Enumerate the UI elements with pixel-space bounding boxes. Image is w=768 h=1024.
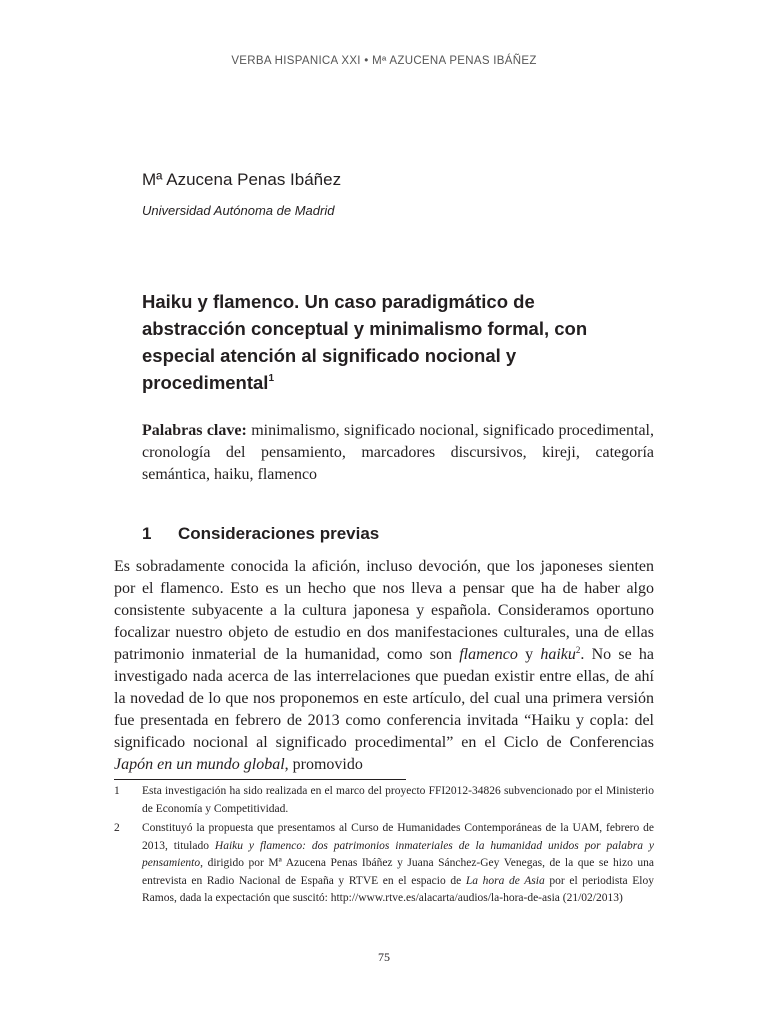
body-paragraph <box>114 556 654 776</box>
footnote-text <box>142 820 654 908</box>
body-text-1: Es sobradamente conocida la afición, incluso devoción, que los japoneses sienten por el flamenco. Esto es un hecho que nos lleva a pensar que ha de haber algo consistente subyacente a la cultura japonesa y española. Consideramos oportuno focalizar nuestro objeto de estudio en dos manifestaciones culturales, una de ellas patrimonio inmaterial de la humanidad, como son <box>114 558 654 663</box>
program-title: La hora de Asia <box>465 874 545 887</box>
footnote-number: 1 <box>114 785 120 797</box>
section-number: 1 <box>142 524 152 543</box>
footnote-2 <box>114 820 654 908</box>
running-head: VERBA HISPANICA XXI • Mª AZUCENA PENAS IBÁÑEZ <box>231 55 537 67</box>
footnote-ref-2: 2 <box>575 645 581 655</box>
author-name: Mª Azucena Penas Ibáñez <box>142 170 342 189</box>
footnote-separator <box>114 779 406 780</box>
section-heading <box>142 524 379 544</box>
author-affiliation: Universidad Autónoma de Madrid <box>142 203 335 218</box>
article-title <box>142 288 642 396</box>
footnote-number: 2 <box>114 822 120 834</box>
keywords <box>142 420 654 486</box>
keywords-label: Palabras clave: <box>142 422 247 439</box>
body-text-2: y <box>525 646 534 663</box>
footnote-2-part-c: por el periodista Eloy Ramos, dada la expectación que suscitó: http://www.rtve.es/alacarta/audios/la-hora-de-asia (21/02/2013) <box>142 874 654 904</box>
footnote-1 <box>114 783 654 818</box>
footnote-2-part-b: , dirigido por Mª Azucena Penas Ibáñez y Juana Sánchez-Gey Venegas, de la que se hizo una entrevista en Radio Nacional de España y RTVE en el espacio de <box>142 857 654 887</box>
keywords-list: minimalismo, significado nocional, significado procedimental, cronología del pensamiento, marcadores discursivos, kireji, categoría semántica, haiku, flamenco <box>142 422 654 483</box>
footnote-text: Esta investigación ha sido realizada en el marco del proyecto FFI2012-34826 subvencionado por el Ministerio de Economía y Competitividad. <box>142 785 654 815</box>
term-flamenco: flamenco <box>459 646 518 663</box>
page-number: 75 <box>378 950 390 964</box>
conference-cycle-title: Japón en un mundo global <box>114 756 285 773</box>
term-haiku: haiku <box>540 646 576 663</box>
footnote-ref-1: 1 <box>268 373 275 384</box>
body-text-4: , promovido <box>284 756 363 773</box>
course-title: Haiku y flamenco: dos patrimonios inmateriales de la humanidad unidos por palabra y pensamiento <box>142 839 655 869</box>
footnote-2-part-a: Constituyó la propuesta que presentamos al Curso de Humanidades Contemporáneas de la UAM, febrero de 2013, titulado <box>142 822 654 852</box>
footnotes <box>114 783 654 910</box>
article-title-text: Haiku y flamenco. Un caso paradigmático de abstracción conceptual y minimalismo formal, con especial atención al significado nocional y procedimental <box>142 291 588 393</box>
section-title: Consideraciones previas <box>178 524 380 543</box>
body-text-3: . No se ha investigado nada acerca de las interrelaciones que puedan existir entre ellas, de ahí la novedad de lo que nos proponemos en este artículo, del cual una primera versión fue presentada en febrero de 2013 como conferencia invitada “Haiku y copla: del significado nocional al significado procedimental” en el Ciclo de Conferencias <box>114 646 655 751</box>
